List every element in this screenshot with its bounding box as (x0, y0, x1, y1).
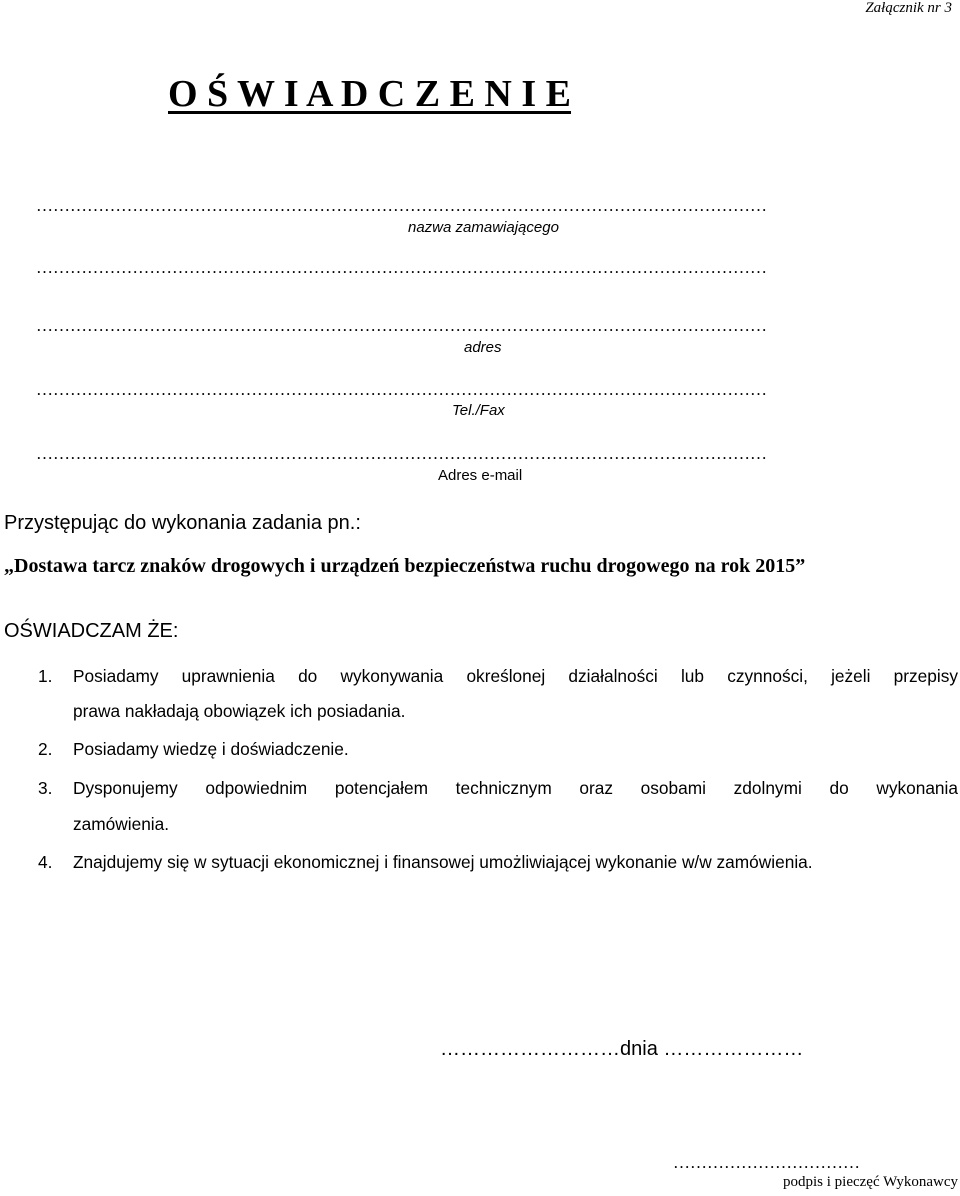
document-title: O Ś W I A D C Z E N I E (168, 73, 572, 115)
declaration-item-3-continued: zamówienia. (73, 814, 170, 834)
signature-caption: podpis i pieczęć Wykonawcy (782, 1174, 958, 1190)
item-number: 3. (38, 778, 53, 798)
phone-line: ………………………………………………………………………………………………………………… (36, 380, 767, 399)
address-line: ………………………………………………………………………………………………………………… (36, 316, 767, 335)
orderer-name-line-2: ………………………………………………………………………………………………………………… (36, 258, 767, 277)
phone-caption: Tel./Fax (452, 402, 505, 419)
declaration-item-3 (38, 772, 958, 804)
signature-line: …………………………… (673, 1153, 860, 1172)
intro-text: Przystępując do wykonania zadania pn.: (4, 512, 361, 534)
email-line: ………………………………………………………………………………………………………………… (36, 444, 767, 463)
declaration-item-4 (38, 846, 958, 878)
item-text: Posiadamy wiedzę i doświadczenie. (73, 739, 349, 759)
item-text: Znajdujemy się w sytuacji ekonomicznej i finansowej umożliwiającej wykonanie w/w zamówienia. (73, 852, 813, 872)
attachment-label: Załącznik nr 3 (865, 0, 952, 16)
declaration-item-1 (38, 660, 958, 692)
declaration-item-2 (38, 733, 958, 765)
item-number: 1. (38, 666, 53, 686)
item-number: 4. (38, 852, 53, 872)
orderer-name-caption: nazwa zamawiającego (408, 219, 559, 236)
orderer-name-line: ………………………………………………………………………………………………………………… (36, 196, 767, 215)
task-subject: „Dostawa tarcz znaków drogowych i urządzeń bezpieczeństwa ruchu drogowego na rok 2015” (4, 555, 806, 577)
declaration-item-1-continued: prawa nakładają obowiązek ich posiadania. (73, 701, 406, 721)
item-number: 2. (38, 739, 53, 759)
item-text: Dysponujemy odpowiednim potencjałem technicznym oraz osobami zdolnymi do wykonania (73, 778, 958, 798)
item-text: Posiadamy uprawnienia do wykonywania określonej działalności lub czynności, jeżeli przepisy (73, 666, 958, 686)
declaration-heading: OŚWIADCZAM ŻE: (4, 620, 179, 642)
email-caption: Adres e-mail (438, 467, 523, 484)
address-caption: adres (464, 339, 502, 356)
place-date-line: ………………………dnia ………………… (440, 1038, 804, 1060)
